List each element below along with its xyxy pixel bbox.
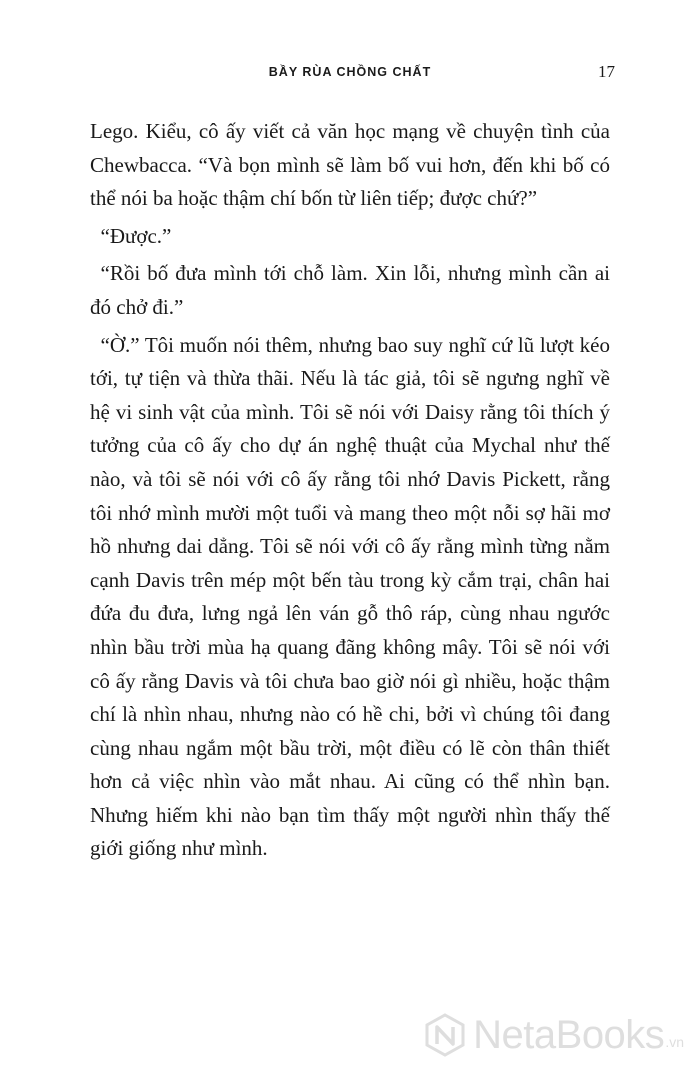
body-text — [90, 115, 610, 870]
netabooks-logo-icon — [423, 1013, 467, 1057]
paragraph-2: “Được.” — [100, 223, 172, 248]
page-number: 17 — [598, 62, 615, 81]
paragraph-1: Lego. Kiểu, cô ấy viết cả văn học mạng về chuyện tình của Chewbacca. “Và bọn mình sẽ làm bố vui hơn, đến khi bố có thể nói ba hoặc thậm chí bốn từ liên tiếp; được chứ?” — [90, 119, 610, 211]
watermark-brand: NetaBooks — [473, 1013, 665, 1057]
paragraph-4: “Ờ.” Tôi muốn nói thêm, nhưng bao suy nghĩ cứ lũ lượt kéo tới, tự tiện và thừa thãi. Nếu là tác giả, tôi sẽ ngưng nghĩ về hệ vi sinh vật của mình. Tôi sẽ nói với Daisy rằng tôi thích ý tưởng của cô ấy cho dự án nghệ thuật của Mychal như thế nào, và tôi sẽ nói với cô ấy rằng tôi nhớ Davis Pickett, rằng tôi nhớ mình mười một tuổi và mang theo một nỗi sợ hãi mơ hồ nhưng dai dẳng. Tôi sẽ nói với cô ấy rằng mình từng nằm cạnh Davis trên mép một bến tàu trong kỳ cắm trại, chân hai đứa đu đưa, lưng ngả lên ván gỗ thô ráp, cùng nhau ngước nhìn bầu trời mùa hạ quang đãng không mây. Tôi sẽ nói với cô ấy rằng Davis và tôi chưa bao giờ nói gì nhiều, hoặc thậm chí là nhìn nhau, nhưng nào có hề chi, bởi vì chúng tôi đang cùng nhau ngắm một bầu trời, một điều có lẽ còn thân thiết hơn cả việc nhìn vào mắt nhau. Ai cũng có thể nhìn bạn. Nhưng hiếm khi nào bạn tìm thấy một người nhìn thấy thế giới giống như mình. — [90, 332, 610, 861]
running-header — [0, 62, 700, 86]
running-title: BẦY RÙA CHỒNG CHẤT — [268, 65, 432, 79]
watermark-tld: .vn — [665, 1034, 684, 1050]
paragraph-3: “Rồi bố đưa mình tới chỗ làm. Xin lỗi, nhưng mình cần ai đó chở đi.” — [90, 261, 610, 319]
watermark — [423, 1010, 684, 1060]
